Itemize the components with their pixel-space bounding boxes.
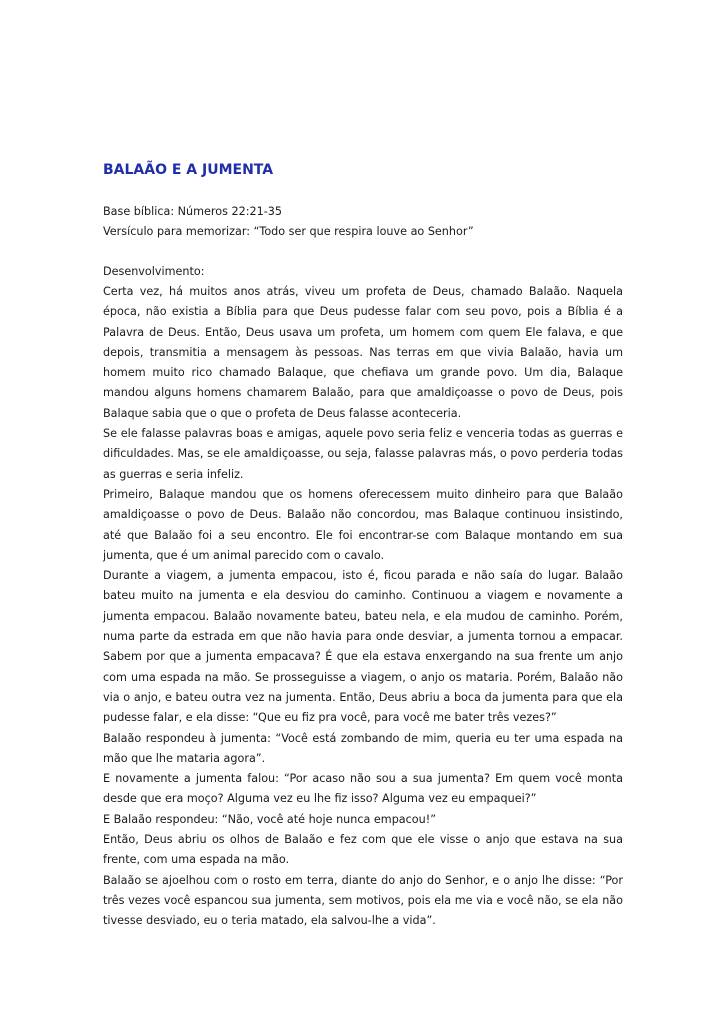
paragraph: Primeiro, Balaque mandou que os homens oferecessem muito dinheiro para que Balaão amaldiçoasse o povo de Deus. Balaão não concordou, mas Balaque continuou insistindo, até que Balaão foi a seu encontro. Ele foi encontrar-se com Balaque montando em sua jumenta, que é um animal parecido com o cavalo. xyxy=(103,487,623,562)
blank-line xyxy=(103,242,623,262)
document-body xyxy=(103,160,623,932)
base-biblica: Base bíblica: Números 22:21-35 xyxy=(103,205,282,218)
versiculo-memorizar: Versículo para memorizar: “Todo ser que respira louve ao Senhor” xyxy=(103,225,474,238)
paragraph: Durante a viagem, a jumenta empacou, isto é, ficou parada e não saía do lugar. Balaão bateu muito na jumenta e ela desviou do caminho. Continuou a viagem e novamente a jumenta empacou. Balaão novamente bateu, bateu nela, e ela mudou de caminho. Porém, numa parte da estrada em que não havia para onde desviar, a jumenta tornou a empacar. Sabem por que a jumenta empacava? É que ela estava enxergando na sua frente um anjo com uma espada na mão. Se prosseguisse a viagem, o anjo os mataria. Porém, Balaão não via o anjo, e bateu outra vez na jumenta. Então, Deus abriu a boca da jumenta para que ela pudesse falar, e ela disse: “Que eu fiz pra você, para você me bater três vezes?” xyxy=(103,569,623,725)
document-title: BALAÃO E A JUMENTA xyxy=(103,162,274,178)
section-label-desenvolvimento: Desenvolvimento: xyxy=(103,265,205,278)
paragraph: Certa vez, há muitos anos atrás, viveu um profeta de Deus, chamado Balaão. Naquela época, não existia a Bíblia para que Deus pudesse falar com seu povo, pois a Bíblia é a Palavra de Deus. Então, Deus usava um profeta, um homem com quem Ele falava, e que depois, transmitia a mensagem às pessoas. Nas terras em que vivia Balaão, havia um homem muito rico chamado Balaque, que chefiava um grande povo. Um dia, Balaque mandou alguns homens chamarem Balaão, para que amaldiçoasse o povo de Deus, pois Balaque sabia que o que o profeta de Deus falasse aconteceria. xyxy=(103,285,623,420)
paragraph: Se ele falasse palavras boas e amigas, aquele povo seria feliz e venceria todas as guerras e dificuldades. Mas, se ele amaldiçoasse, ou seja, falasse palavras más, o povo perderia todas as guerras e seria infeliz. xyxy=(103,427,623,481)
paragraph: E novamente a jumenta falou: “Por acaso não sou a sua jumenta? Em quem você monta desde que era moço? Alguma vez eu lhe fiz isso? Alguma vez eu empaquei?” xyxy=(103,772,623,806)
paragraph: E Balaão respondeu: “Não, você até hoje nunca empacou!” xyxy=(103,812,437,826)
paragraph: Balaão se ajoelhou com o rosto em terra, diante do anjo do Senhor, e o anjo lhe disse: “Por três vezes você espancou sua jumenta, sem motivos, pois ela me via e você não, se ela não tivesse desviado, eu o teria matado, ela salvou-lhe a vida”. xyxy=(103,873,623,928)
paragraph: Então, Deus abriu os olhos de Balaão e fez com que ele visse o anjo que estava na sua frente, com uma espada na mão. xyxy=(103,833,623,867)
paragraph: Balaão respondeu à jumenta: “Você está zombando de mim, queria eu ter uma espada na mão que lhe mataria agora”. xyxy=(103,731,623,765)
